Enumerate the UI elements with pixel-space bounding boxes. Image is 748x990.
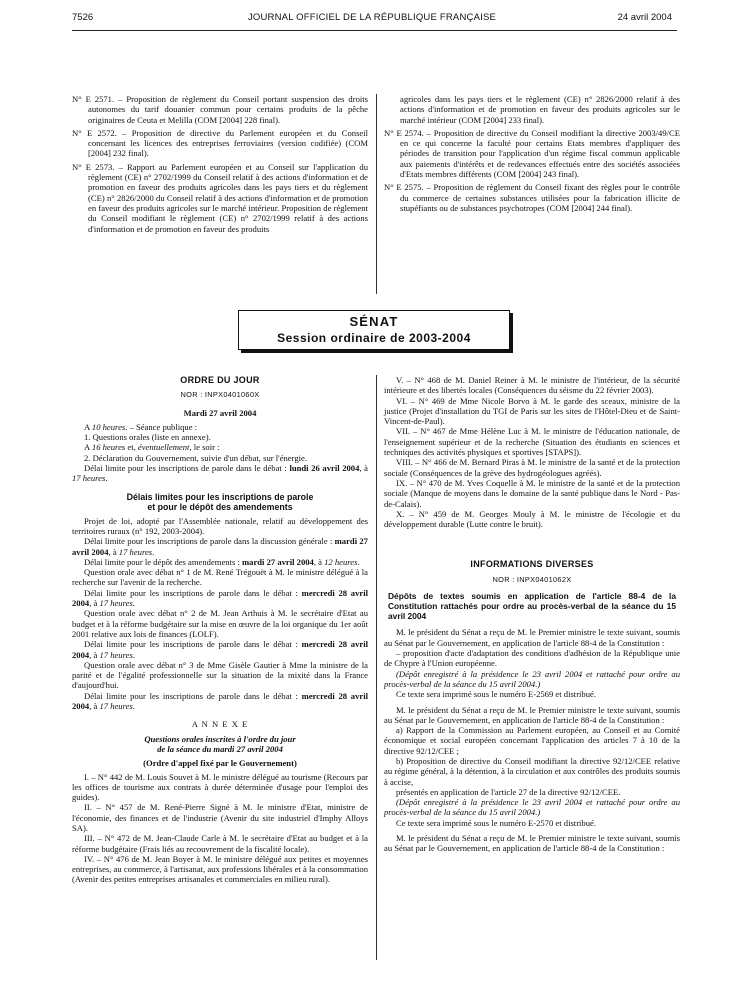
page-number: 7526 (72, 12, 94, 23)
entry-e2575: N° E 2575. – Proposition de règlement du Conseil fixant des règles pour le contrôle du commerce de certaines substances utilisées pour la fabrication illicite de stupéfiants ou de substances psychotropes (COM [2004] 244 final). (384, 182, 680, 213)
questions-orales-line: 1. Questions orales (liste en annexe). (84, 432, 211, 443)
depot-2-number: Ce texte sera imprimé sous le numéro E-2570 et distribué. (396, 817, 596, 828)
top-left-column (72, 94, 368, 237)
question-ix: IX. – N° 470 de M. Yves Coquelle à M. le ministre de la santé et de la protection sociale (Manque de moyens dans le domaine de la santé publique dans le Nord - Pas-de-Calais). (384, 477, 680, 509)
delai-debat-3: Délai limite pour les inscriptions de parole dans le débat : mercredi 28 avril 2004, à 17 heures. (72, 690, 368, 712)
page-header (72, 12, 672, 26)
question-vi: VI. – N° 469 de Mme Nicole Borvo à M. le garde des sceaux, ministre de la justice (Projet d'installation du TGI de Paris sur les sites de l'Hôtel-Dieu et de Saint-Vincent-de-Paul). (384, 395, 680, 427)
soir-line: A 16 heures et, éventuellement, le soir : (84, 442, 220, 453)
question-iii: III. – N° 472 de M. Jean-Claude Carle à M. le secrétaire d'Etat au budget et à la réforme budgétaire (Frais liés au recouvrement de la fiscalité locale). (72, 833, 368, 854)
header-rule (72, 30, 677, 31)
senat-title: SÉNAT (349, 314, 399, 329)
nor-ordre-du-jour: NOR : INPX0401060X (180, 390, 260, 400)
question-iv: IV. – N° 476 de M. Jean Boyer à M. le ministre délégué aux petites et moyennes entreprises, au commerce, à l'artisanat, aux professions libérales et à la consommation (Avenir des petites entreprises artisanales et commerciales en milieu rural). (72, 853, 368, 885)
depot-title: Dépôts de textes soumis en application de l'article 88-4 de la Constitution rattachés pour ordre au procès-verbal de la séance du 15 avril 2004 (388, 591, 676, 621)
top-right-column (384, 94, 680, 216)
question-i: I. – N° 442 de M. Louis Souvet à M. le ministre délégué au tourisme (Recours par les offices de tourisme aux contrats à durée déterminée d'usage pour l'emploi des guides). (72, 771, 368, 803)
depot-1-item: – proposition d'acte d'adaptation des conditions d'adhésion de la République unie de Chypre à l'Union européenne. (384, 648, 680, 669)
informations-title: INFORMATIONS DIVERSES (470, 559, 594, 570)
declaration-line: 2. Déclaration du Gouvernement, suivie d'un débat, sur l'énergie. (84, 452, 307, 463)
depot-2-b: b) Proposition de directive du Conseil modifiant la directive 92/12/CEE relative au régime général, à la détention, à la circulation et aux contrôles des produits soumis à accise, (384, 756, 680, 787)
delai-discussion: Délai limite pour les inscriptions de parole dans la discussion générale : mardi 27 avril 2004, à 17 heures. (72, 536, 368, 557)
seance-line: A 10 heures. – Séance publique : (84, 421, 198, 432)
depot-2-c: présentés en application de l'article 27 de la directive 92/12/CEE. (396, 786, 621, 797)
session-title: Session ordinaire de 2003-2004 (277, 331, 471, 345)
delais-title: Délais limites pour les inscriptions de parole et pour le dépôt des amendements (126, 491, 314, 512)
delai-debat-1: Délai limite pour les inscriptions de parole dans le débat : mercredi 28 avril 2004, à 17 heures. (72, 587, 368, 609)
lower-left-column (72, 375, 368, 885)
depot-2-intro: M. le président du Sénat a reçu de M. le Premier ministre le texte suivant, soumis au Sénat par le Gouvernement, en application de l'article 88-4 de la Constitution : (384, 704, 680, 725)
journal-title: JOURNAL OFFICIEL DE LA RÉPUBLIQUE FRANÇAISE (247, 12, 497, 23)
entry-e2573: N° E 2573. – Rapport au Parlement européen et au Conseil sur l'application du règlement (CE) n° 2702/1999 du Conseil relatif à des actions d'information et de promotion en faveur des produits agricoles dans les pays tiers et du règlement (CE) n° 2826/2000 du Conseil relatif à des actions d'information et de promotion en faveur des produits agricoles sur le marché intérieur. Proposition de règlement du Conseil modifiant le règlement (CE) n° 2702/1999 relatif à des actions d'information et de promotion en faveur des produits (72, 161, 368, 234)
lower-right-column (384, 375, 680, 854)
question-x: X. – N° 459 de M. Georges Mouly à M. le ministre de l'écologie et du développement durable (Lutte contre le bruit). (384, 508, 680, 530)
ordre-du-jour-title: ORDRE DU JOUR (180, 375, 260, 385)
delai-energie-line: Délai limite pour les inscriptions de parole dans le débat : lundi 26 avril 2004, à 17 heures. (72, 463, 368, 484)
depot-2-note: (Dépôt enregistré à la présidence le 23 avril 2004 et rattaché pour ordre au procès-verbal de la séance du 15 avril 2004.) (384, 797, 680, 818)
entry-e2572: N° E 2572. – Proposition de directive du Parlement européen et du Conseil concernant les licences des entreprises ferroviaires (version codifiée) (COM [2004] 232 final). (72, 127, 368, 159)
ordre-appel: (Ordre d'appel fixé par le Gouvernement) (143, 758, 297, 769)
question-v: V. – N° 468 de M. Daniel Reiner à M. le ministre de l'intérieur, de la sécurité intérieure et des libertés locales (Conséquences du séisme du 22 février 2003). (384, 375, 680, 396)
date-heading: Mardi 27 avril 2004 (183, 407, 257, 418)
senat-title-box (238, 310, 510, 350)
annexe-subtitle: Questions orales inscrites à l'ordre du jour de la séance du mardi 27 avril 2004 (144, 733, 296, 754)
question-debat-2: Question orale avec débat n° 2 de M. Jean Arthuis à M. le secrétaire d'Etat au budget et à la réforme budgétaire sur la mise en œuvre de la loi organique du 1er août 2001 relative aux lois de finances (LOLF). (72, 608, 368, 639)
depot-1-intro: M. le président du Sénat a reçu de M. le Premier ministre le texte suivant, soumis au Sénat par le Gouvernement, en application de l'article 88-4 de la Constitution : (384, 627, 680, 648)
projet-loi: Projet de loi, adopté par l'Assemblée nationale, relatif au développement des territoires ruraux (n° 192, 2003-2004). (72, 515, 368, 536)
question-debat-3: Question orale avec débat n° 3 de Mme Gisèle Gautier à Mme la ministre de la parité et de l'égalité professionnelle sur la situation de la mixité dans la France d'aujourd'hui. (72, 659, 368, 691)
question-debat-1: Question orale avec débat n° 1 de M. René Trégouët à M. le ministre délégué à la recherche sur l'avenir de la recherche. (72, 567, 368, 588)
column-divider-top (376, 94, 377, 294)
delai-debat-2: Délai limite pour les inscriptions de parole dans le débat : mercredi 28 avril 2004, à 17 heures. (72, 639, 368, 660)
depot-1-number: Ce texte sera imprimé sous le numéro E-2569 et distribué. (396, 689, 596, 700)
question-ii: II. – N° 457 de M. René-Pierre Signé à M. le ministre d'Etat, ministre de l'économie, des finances et de l'industrie (Avenir du site industriel d'Imphy Alloys SA). (72, 802, 368, 833)
entry-e2571: N° E 2571. – Proposition de règlement du Conseil portant suspension des droits autonomes du tarif douanier commun pour certains produits de la pêche originaires de Ceuta et Melilla (COM [2004] 228 final). (72, 94, 368, 125)
nor-informations: NOR : INPX0401062X (492, 574, 572, 584)
depot-1-note: (Dépôt enregistré à la présidence le 23 avril 2004 et rattaché pour ordre au procès-verbal de la séance du 15 avril 2004.) (384, 668, 680, 689)
annexe-title: A N N E X E (191, 719, 249, 730)
question-viii: VIII. – N° 466 de M. Bernard Piras à M. le ministre de la santé et de la protection sociale (Conséquences de la grève des hydrogéologues agréés). (384, 457, 680, 478)
depot-3-intro: M. le président du Sénat a reçu de M. le Premier ministre le texte suivant, soumis au Sénat par le Gouvernement, en application de l'article 88-4 de la Constitution : (384, 833, 680, 854)
issue-date: 24 avril 2004 (617, 12, 672, 23)
entry-e2574: N° E 2574. – Proposition de directive du Conseil modifiant la directive 2003/49/CE en ce qui concerne la faculté pour certains Etats membres d'appliquer des périodes de transition pour l'application d'un régime fiscal commun applicable aux paiements d'intérêts et de redevances effectués entre des sociétés associées d'Etats membres différents (COM [2004] 243 final). (384, 127, 680, 180)
question-vii: VII. – N° 467 de Mme Hélène Luc à M. le ministre de l'éducation nationale, de l'enseignement supérieur et de la recherche (Situation des étudiants en sciences et techniques des activités physiques et sportives [STAPS]). (384, 426, 680, 458)
delai-amendements: Délai limite pour le dépôt des amendements : mardi 27 avril 2004, à 12 heures. (84, 556, 360, 567)
entry-e2573-continued: agricoles dans les pays tiers et le règlement (CE) n° 2826/2000 relatif à des actions d'information et de promotion en faveur des produits agricoles sur le marché intérieur (COM [2004] 233 final). (400, 94, 680, 125)
column-divider-bottom (376, 375, 377, 960)
depot-2-a: a) Rapport de la Commission au Parlement européen, au Conseil et au Comité économique et social européen concernant l'application des articles 7 à 10 de la directive 92/12/CEE ; (384, 725, 680, 756)
